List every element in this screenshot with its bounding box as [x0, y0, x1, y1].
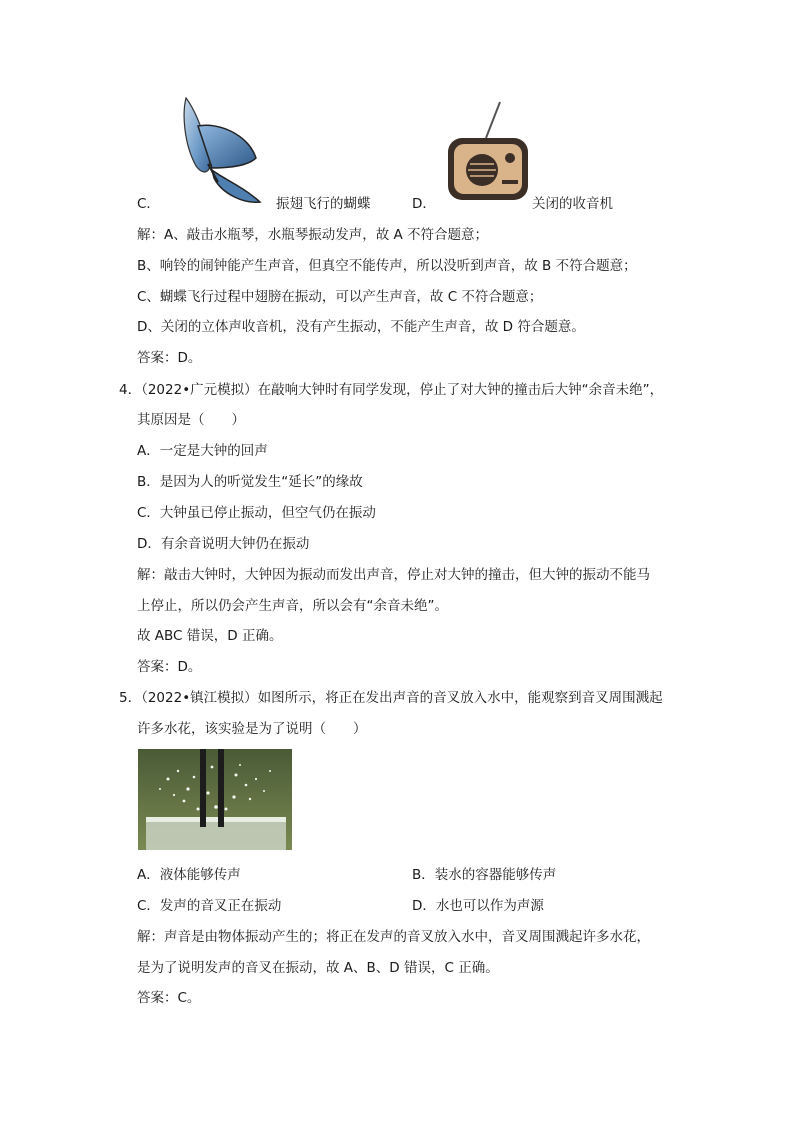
tuning-fork-in-water-image — [138, 749, 292, 850]
q3-solution-line-4: D、关闭的立体声收音机，没有产生振动，不能产生声音，故 D 符合题意。 — [137, 319, 585, 335]
q4-stem-line-2: 其原因是（ ） — [137, 412, 245, 428]
q4-stem-line-1: 4．（2022•广元模拟）在敲响大钟时有同学发现，停止了对大钟的撞击后大钟“余音未绝”， — [119, 382, 664, 398]
q5-option-a: A．液体能够传声 — [137, 867, 241, 883]
q3-option-d-letter: D． — [412, 196, 436, 212]
q5-solution-line-2: 是为了说明发声的音叉在振动，故 A、B、D 错误，C 正确。 — [137, 960, 499, 976]
q4-option-c: C．大钟虽已停止振动，但空气仍在振动 — [137, 505, 376, 521]
q5-option-c: C．发声的音叉正在振动 — [137, 898, 282, 914]
q3-solution-line-1: 解：A、敲击水瓶琴，水瓶琴振动发声，故 A 不符合题意； — [137, 227, 489, 243]
q4-solution-line-3: 故 ABC 错误，D 正确。 — [137, 628, 283, 644]
q3-option-c-caption: 振翅飞行的蝴蝶 — [276, 196, 371, 212]
q4-solution-line-1: 解：敲击大钟时，大钟因为振动而发出声音，停止对大钟的撞击，但大钟的振动不能马 — [137, 567, 650, 583]
q4-option-d: D．有余音说明大钟仍在振动 — [137, 536, 310, 552]
q4-answer: 答案：D。 — [137, 659, 202, 675]
q5-option-d: D．水也可以作为声源 — [412, 898, 544, 914]
q5-stem-line-2: 许多水花，该实验是为了说明（ ） — [137, 721, 367, 737]
q3-answer: 答案：D。 — [137, 350, 202, 366]
q5-stem-line-1: 5．（2022•镇江模拟）如图所示，将正在发出声音的音叉放入水中，能观察到音叉周围溅起 — [119, 690, 663, 706]
q3-solution-line-3: C、蝴蝶飞行过程中翅膀在振动，可以产生声音，故 C 不符合题意； — [137, 289, 543, 305]
q5-option-b: B．装水的容器能够传声 — [412, 867, 557, 883]
q5-solution-line-1: 解：声音是由物体振动产生的；将正在发声的音叉放入水中，音叉周围溅起许多水花， — [137, 929, 650, 945]
q5-answer: 答案：C。 — [137, 990, 201, 1006]
radio-image — [446, 100, 532, 204]
q4-solution-line-2: 上停止，所以仍会产生声音，所以会有“余音未绝”。 — [137, 598, 448, 614]
q4-option-b: B．是因为人的听觉发生“延长”的缘故 — [137, 474, 363, 490]
butterfly-image — [178, 94, 268, 206]
q3-option-d-caption: 关闭的收音机 — [532, 196, 613, 212]
q3-solution-line-2: B、响铃的闹钟能产生声音，但真空不能传声，所以没听到声音，故 B 不符合题意； — [137, 258, 637, 274]
q3-option-c-letter: C． — [137, 196, 160, 212]
q4-option-a: A．一定是大钟的回声 — [137, 443, 268, 459]
